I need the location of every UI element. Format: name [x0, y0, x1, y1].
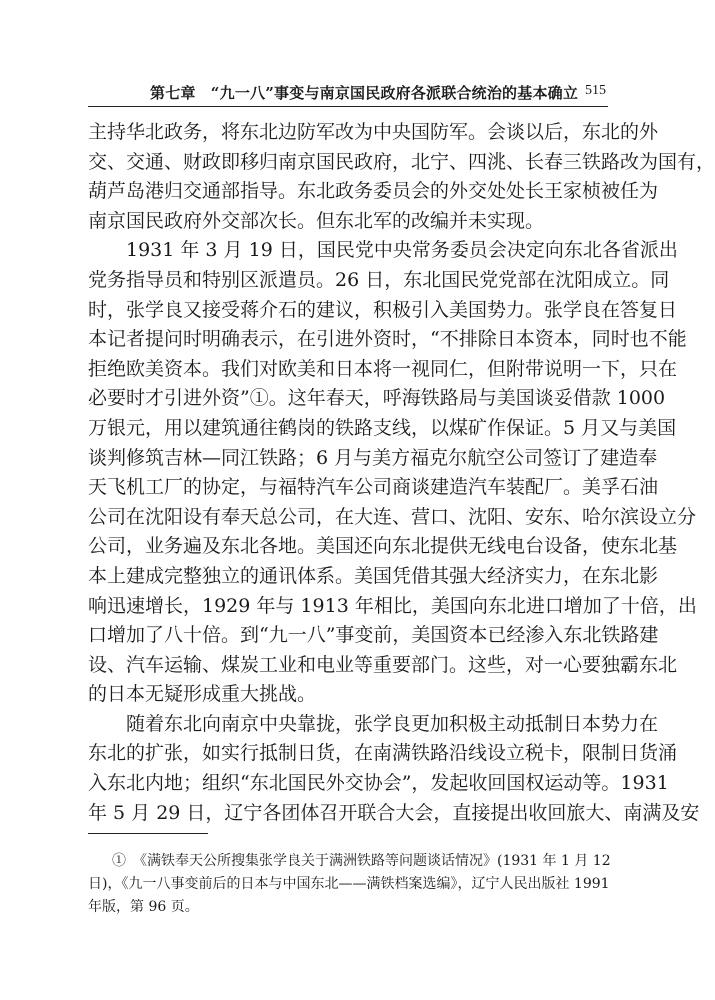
text-line: 的日本无疑形成重大挑战。: [88, 683, 317, 706]
text-line: 南京国民政府外交部次长。但东北军的改编并未实现。: [88, 209, 545, 232]
footnote-line: ① 《满铁奉天公所搜集张学良关于满洲铁路等问题谈话情况》(1931 年 1 月 12: [112, 853, 611, 869]
page-number: 515: [585, 83, 606, 98]
footnote: [88, 850, 611, 919]
footnote-line: 日)，《九一八事变前后的日本与中国东北——满铁档案选编》，辽宁人民出版社 1991: [88, 876, 610, 892]
text-line: 葫芦岛港归交通部指导。东北政务委员会的外交处处长王家桢被任为: [88, 180, 659, 203]
footnote-line: 年版，第 96 页。: [88, 899, 199, 915]
text-line: 1931 年 3 月 19 日，国民党中央常务委员会决定向东北各省派出: [88, 239, 678, 262]
text-line: 随着东北向南京中央靠拢，张学良更加积极主动抵制日本势力在: [88, 712, 659, 735]
page-header: [88, 80, 608, 107]
text-line: 公司，业务遍及东北各地。美国还向东北提供无线电台设备，使东北基: [88, 535, 678, 558]
text-line: 本记者提问时明确表示，在引进外资时，“不排除日本资本，同时也不能: [88, 328, 687, 351]
text-line: 拒绝欧美资本。我们对欧美和日本将一视同仁，但附带说明一下，只在: [88, 357, 678, 380]
text-line: 设、汽车运输、煤炭工业和电业等重要部门。这些，对一心要独霸东北: [88, 653, 678, 676]
text-line: 年 5 月 29 日，辽宁各团体召开联合大会，直接提出收回旅大、南满及安: [88, 801, 700, 824]
text-line: 时，张学良又接受蒋介石的建议，积极引入美国势力。张学良在答复日: [88, 298, 678, 321]
text-line: 入东北内地；组织“东北国民外交协会”，发起收回国权运动等。1931: [88, 772, 669, 795]
text-line: 谈判修筑吉林—同江铁路；6 月与美方福克尔航空公司签订了建造奉: [88, 446, 658, 469]
text-line: 必要时才引进外资”①。这年春天，呼海铁路局与美国谈妥借款 1000: [88, 387, 666, 410]
text-line: 响迅速增长，1929 年与 1913 年相比，美国向东北进口增加了十倍，出: [88, 594, 697, 617]
text-line: 本上建成完整独立的通讯体系。美国凭借其强大经济实力，在东北影: [88, 564, 659, 587]
chapter-title: 第七章 “九一八”事变与南京国民政府各派联合统治的基本确立: [150, 84, 579, 102]
text-line: 公司在沈阳设有奉天总公司，在大连、营口、沈阳、安东、哈尔滨设立分: [88, 505, 697, 528]
text-line: 主持华北政务，将东北边防军改为中央国防军。会谈以后，东北的外: [88, 121, 659, 143]
text-line: 党务指导员和特别区派遣员。26 日，东北国民党党部在沈阳成立。同: [88, 268, 670, 291]
text-line: 交、交通、财政即移归南京国民政府，北宁、四洮、长春三铁路改为国有，: [88, 150, 715, 173]
text-line: 口增加了八十倍。到“九一八”事变前，美国资本已经渗入东北铁路建: [88, 624, 659, 647]
text-line: 东北的扩张，如实行抵制日货，在南满铁路沿线设立税卡，限制日货涌: [88, 742, 678, 765]
text-line: 万银元，用以建筑通往鹤岗的铁路支线，以煤矿作保证。5 月又与美国: [88, 416, 677, 439]
text-line: 天飞机工厂的协定，与福特汽车公司商谈建造汽车装配厂。美孚石油: [88, 476, 659, 499]
footnote-divider: [88, 833, 208, 834]
body-text: [88, 118, 715, 828]
